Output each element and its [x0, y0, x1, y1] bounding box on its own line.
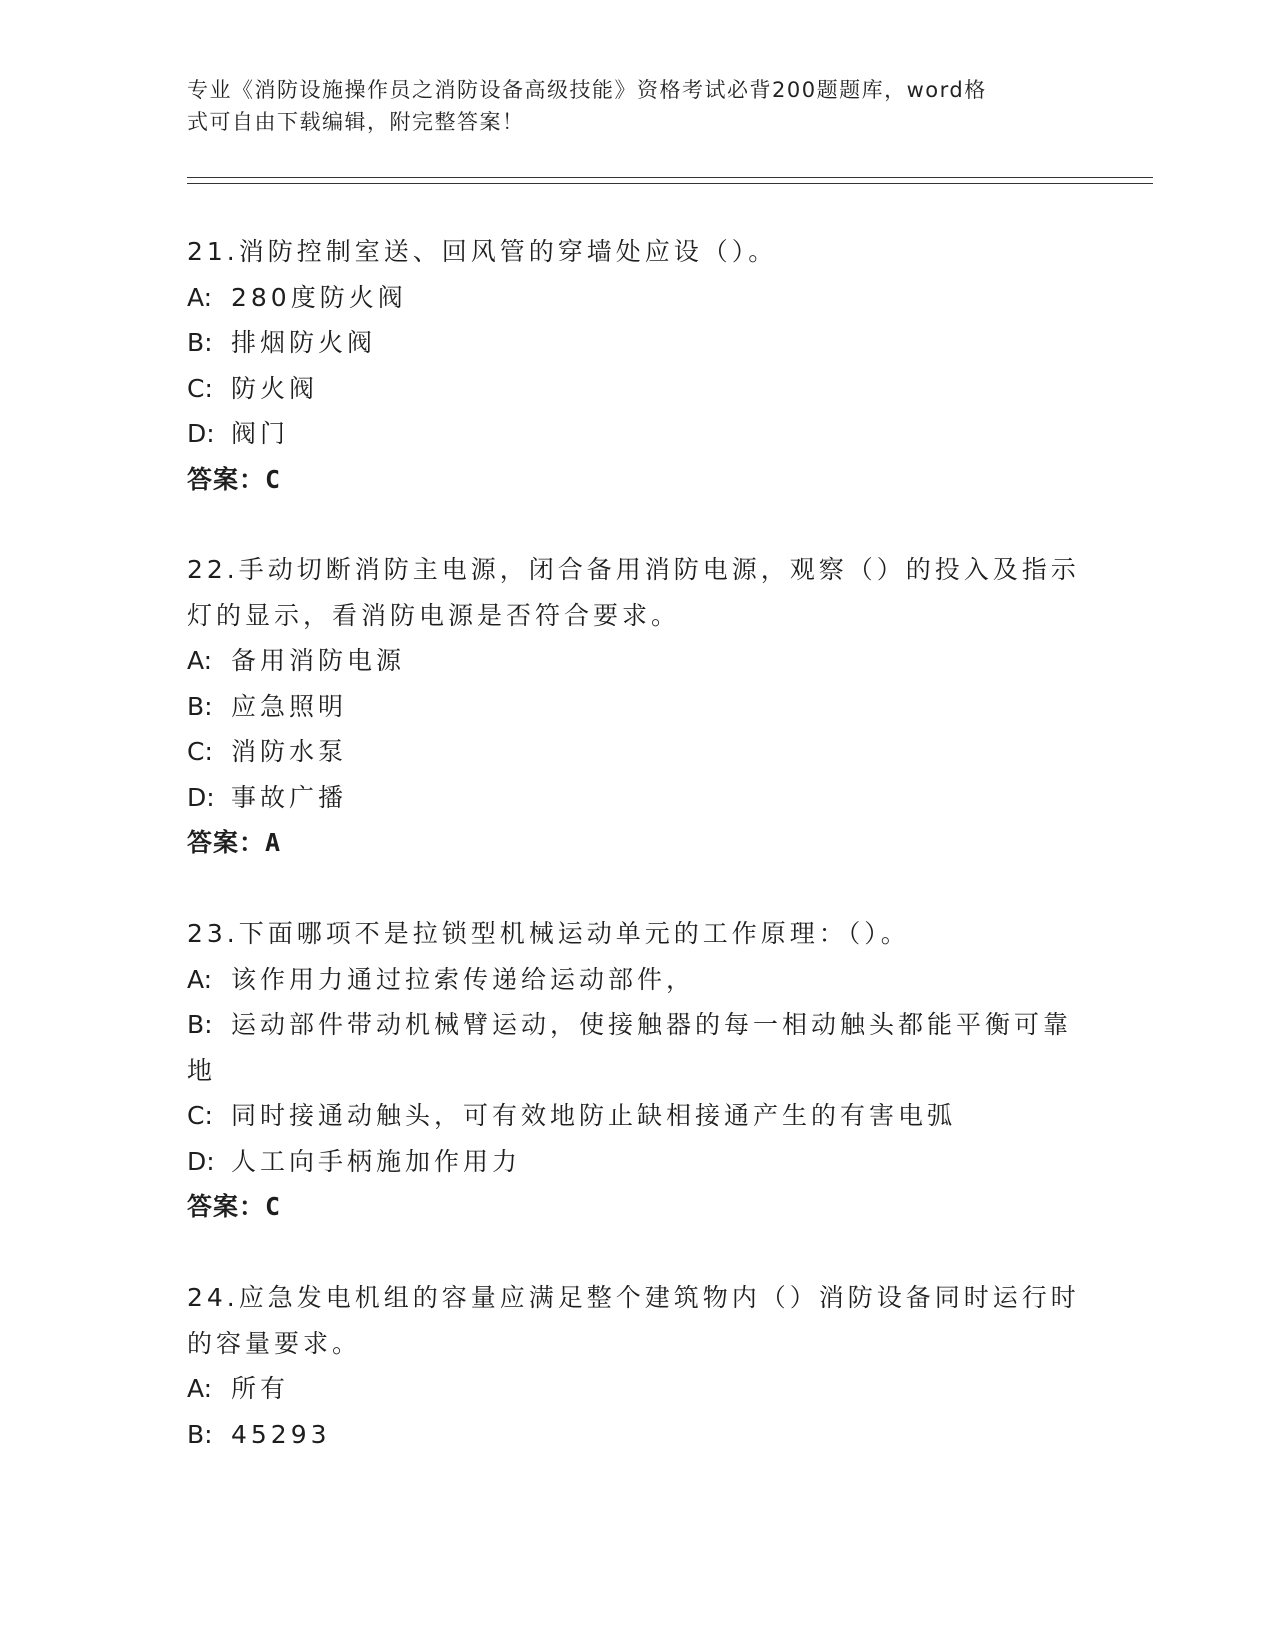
- option-letter: D:: [187, 1146, 215, 1176]
- stem-line: 21.消防控制室送、回风管的穿墙处应设（）。: [187, 237, 778, 266]
- question-23: [187, 911, 1073, 1230]
- option-letter: D:: [187, 782, 215, 812]
- option-text: 消防水泵: [231, 737, 348, 766]
- option-letter: C:: [187, 373, 213, 403]
- question-stem: [187, 547, 1080, 638]
- option-letter: C:: [187, 737, 213, 766]
- stem-line: 23.下面哪项不是拉锁型机械运动单元的工作原理：（）。: [187, 919, 910, 948]
- page-header: [187, 74, 1067, 138]
- option-c: [187, 1093, 1067, 1139]
- stem-line: 的容量要求。: [187, 1328, 362, 1358]
- header-line-2: 式可自由下载编辑，附完整答案！: [187, 110, 525, 134]
- option-c: [187, 366, 1067, 412]
- stem-line: 24.应急发电机组的容量应满足整个建筑物内（）消防设备同时运行时: [187, 1283, 1080, 1312]
- option-text: 备用消防电源: [231, 646, 406, 675]
- answer-value: A: [265, 828, 282, 857]
- option-letter: C:: [187, 1101, 213, 1130]
- option-b: [187, 1412, 1067, 1458]
- answer-value: C: [265, 464, 282, 494]
- option-text: 排烟防火阀: [231, 328, 377, 357]
- answer-value: C: [265, 1192, 282, 1221]
- option-d: [187, 775, 1067, 821]
- option-text: 应急照明: [231, 691, 348, 721]
- option-b-continued: 地: [187, 1055, 217, 1085]
- option-a: [187, 957, 1067, 1003]
- option-a: [187, 275, 1067, 321]
- question-24: [187, 1275, 1080, 1457]
- option-text: 同时接通动触头，可有效地防止缺相接通产生的有害电弧: [231, 1101, 957, 1130]
- stem-line: 22.手动切断消防主电源，闭合备用消防电源，观察（）的投入及指示: [187, 555, 1080, 584]
- option-letter: D:: [187, 419, 215, 448]
- option-letter: B:: [187, 1010, 213, 1039]
- option-text: 该作用力通过拉索传递给运动部件，: [231, 964, 696, 994]
- option-text: 阀门: [231, 419, 290, 448]
- question-stem: [187, 229, 1067, 275]
- question-stem: [187, 1275, 1080, 1366]
- answer-label: 答案：: [187, 828, 266, 857]
- stem-line: 灯的显示，看消防电源是否符合要求。: [187, 600, 681, 630]
- option-a: [187, 638, 1067, 684]
- header-divider-top: [187, 177, 1153, 178]
- answer-label: 答案：: [187, 464, 266, 494]
- option-b: [187, 320, 1067, 366]
- option-text: 280度防火阀: [231, 282, 407, 312]
- option-text: 防火阀: [231, 373, 319, 403]
- option-text: 事故广播: [231, 782, 348, 812]
- option-text: 运动部件带动机械臂运动，使接触器的每一相动触头都能平衡可靠: [231, 1010, 1073, 1039]
- option-d: [187, 1139, 1067, 1185]
- question-22: [187, 547, 1080, 866]
- option-letter: B:: [187, 328, 213, 357]
- question-21: [187, 229, 1067, 502]
- answer: [187, 1184, 1067, 1230]
- answer: [187, 457, 1067, 503]
- option-text: 人工向手柄施加作用力: [231, 1146, 522, 1176]
- option-letter: A:: [187, 964, 213, 994]
- option-c: [187, 729, 1067, 775]
- question-stem: [187, 911, 1067, 957]
- option-text: 所有: [231, 1374, 290, 1403]
- option-b: [187, 1002, 1073, 1048]
- option-text: 45293: [231, 1419, 331, 1449]
- header-divider-bottom: [187, 183, 1153, 184]
- option-b: [187, 684, 1067, 730]
- option-d: [187, 411, 1067, 457]
- option-letter: B:: [187, 1419, 213, 1449]
- option-letter: A:: [187, 646, 213, 675]
- option-a: [187, 1366, 1067, 1412]
- answer: [187, 820, 1067, 866]
- option-letter: A:: [187, 282, 213, 312]
- header-line-1: 专业《消防设施操作员之消防设备高级技能》资格考试必背200题题库，word格: [187, 78, 987, 102]
- option-letter: A:: [187, 1374, 213, 1403]
- answer-label: 答案：: [187, 1192, 266, 1221]
- option-letter: B:: [187, 691, 213, 721]
